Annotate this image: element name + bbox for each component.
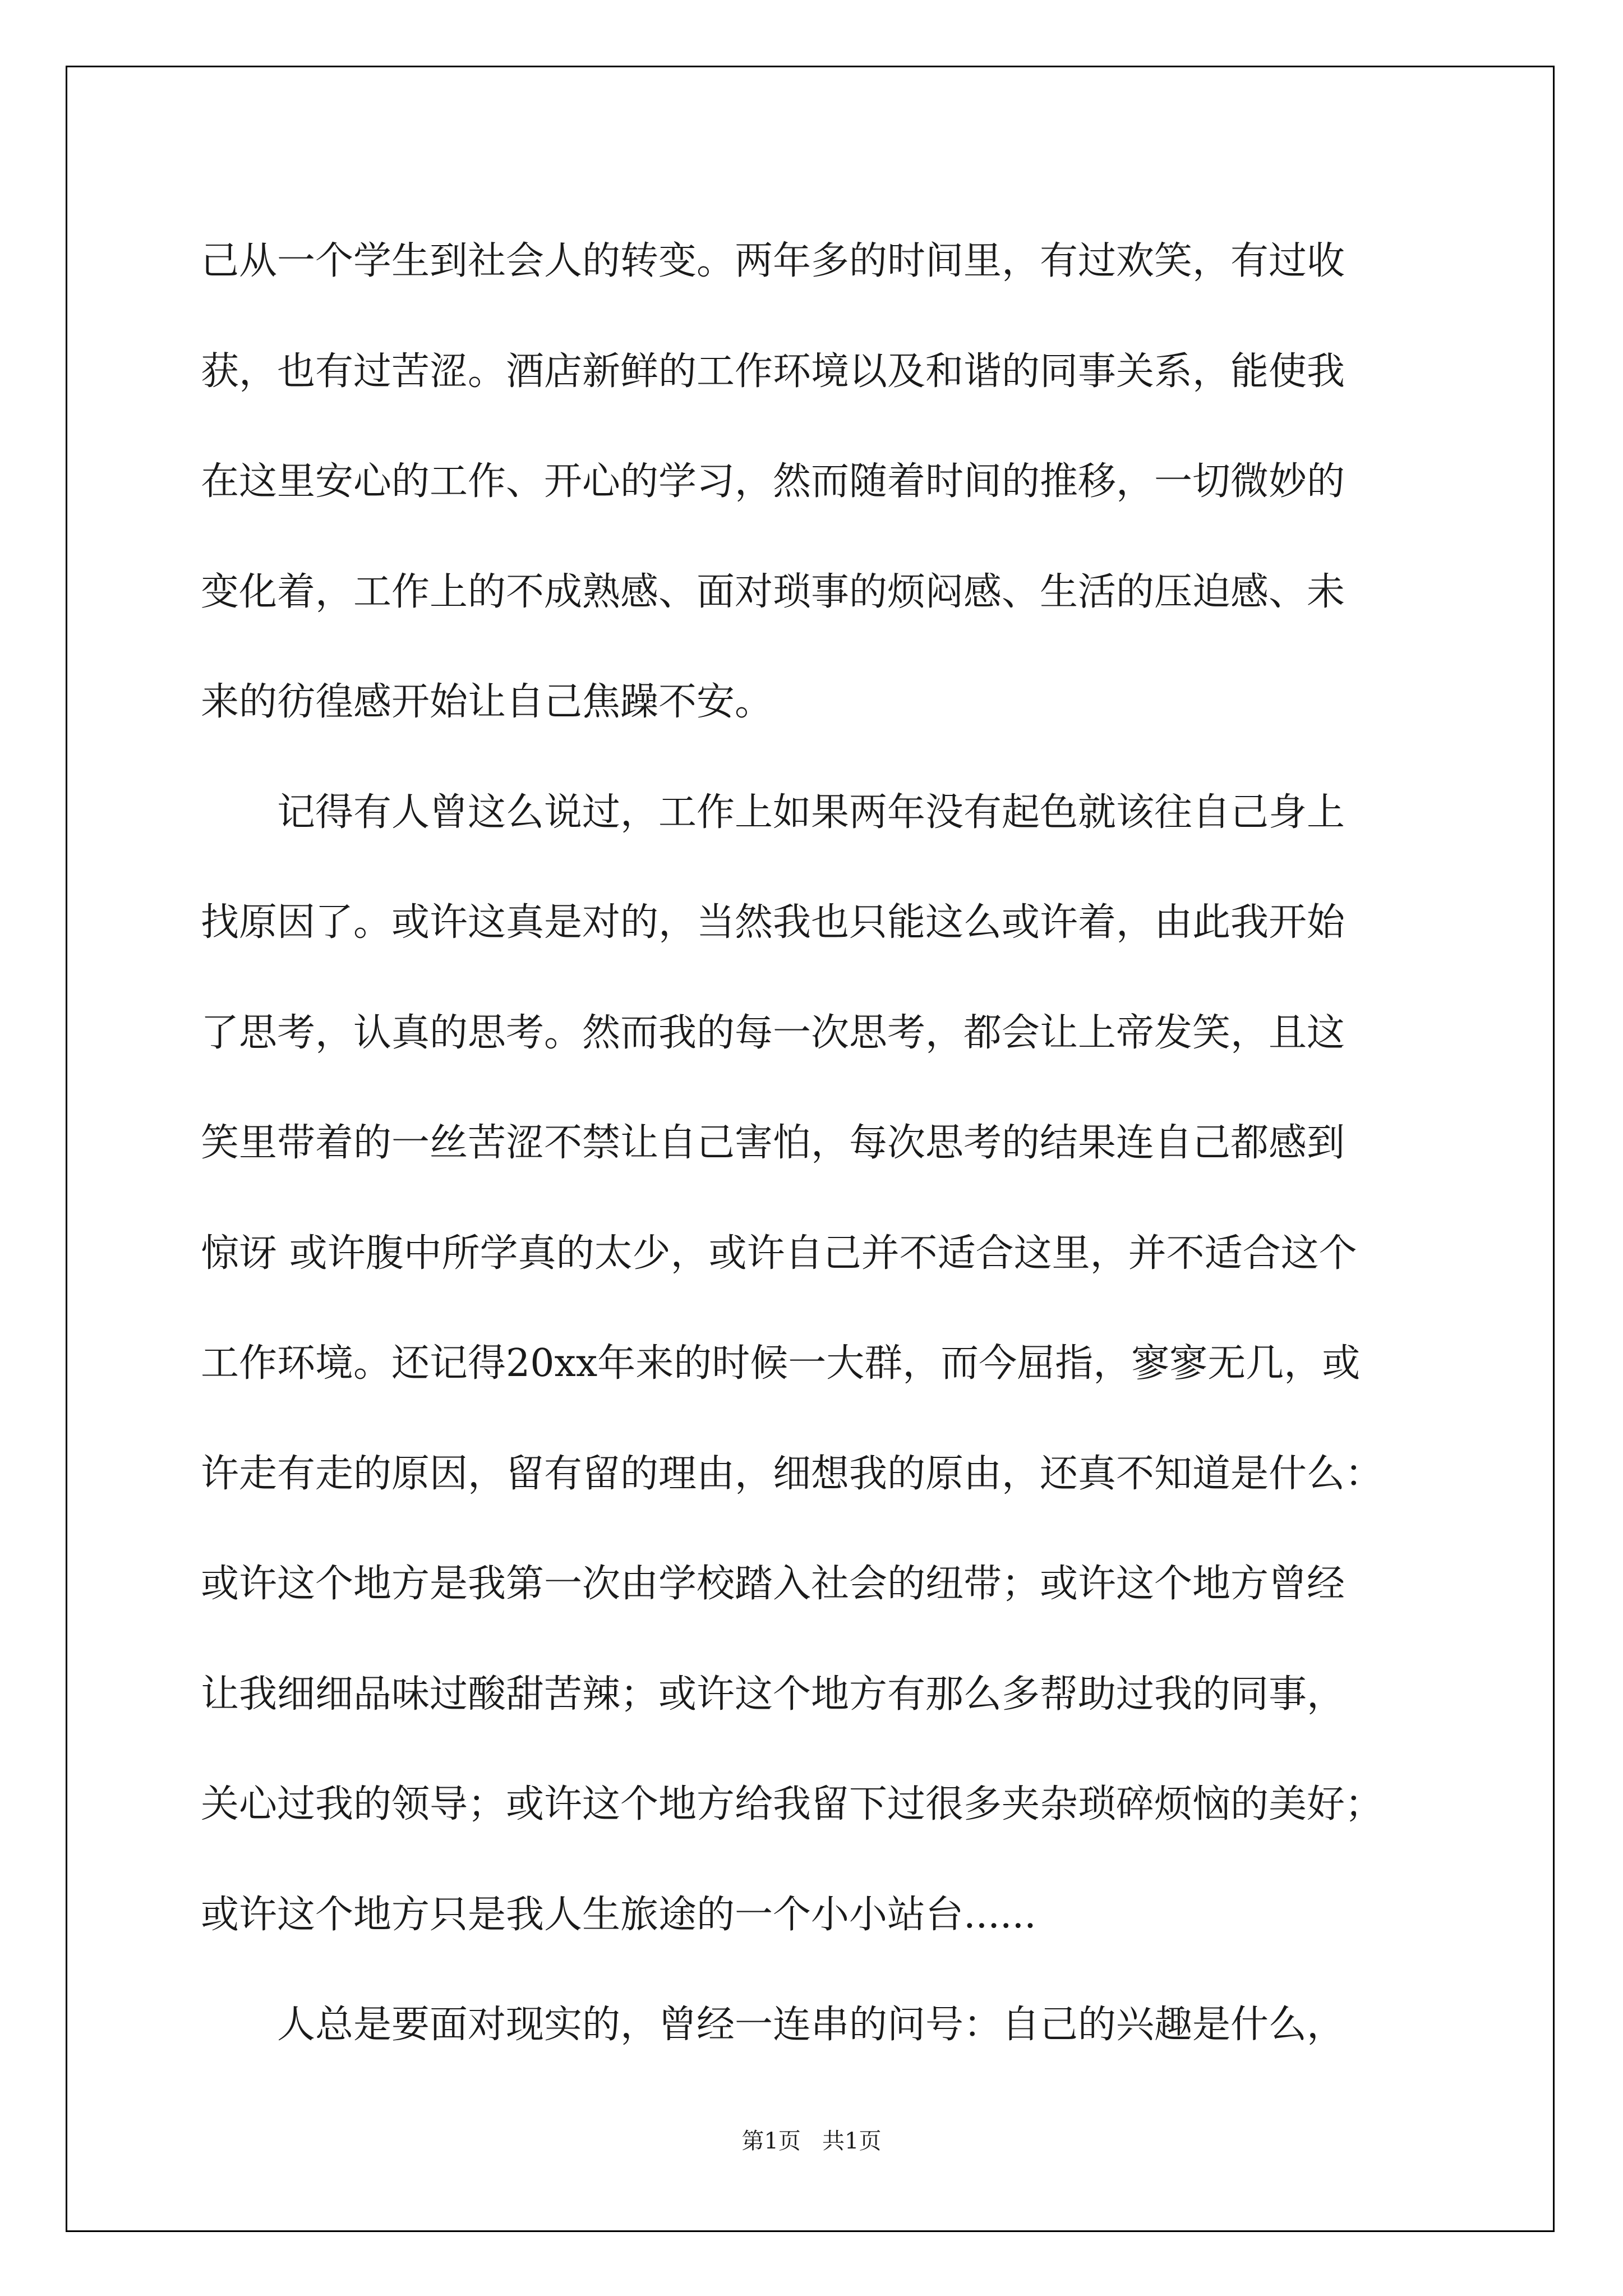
- text-line: 惊讶 或许腹中所学真的太少，或许自己并不适合这里，并不适合这个: [201, 1231, 1357, 1276]
- text-line: 己从一个学生到社会人的转变。两年多的时间里，有过欢笑，有过收: [201, 239, 1345, 283]
- text-line: 变化着，工作上的不成熟感、面对琐事的烦闷感、生活的压迫感、未: [201, 569, 1345, 614]
- text-line: 了思考，认真的思考。然而我的每一次思考，都会让上帝发笑，且这: [201, 1010, 1345, 1055]
- text-line: 许走有走的原因，留有留的理由，细想我的原由，还真不知道是什么：: [201, 1451, 1384, 1496]
- document-body: [201, 206, 1423, 2081]
- text-line: 找原因了。或许这真是对的，当然我也只能这么或许着，由此我开始: [201, 900, 1345, 945]
- page-number-footer: 第1页 共1页: [741, 2128, 882, 2154]
- body-paragraphs: [201, 206, 1423, 2081]
- text-line: 获，也有过苦涩。酒店新鲜的工作环境以及和谐的同事关系，能使我: [201, 349, 1345, 394]
- text-line: 来的彷徨感开始让自己焦躁不安。: [201, 680, 773, 724]
- text-line: 记得有人曾这么说过，工作上如果两年没有起色就该往自己身上: [277, 790, 1345, 835]
- text-line: 在这里安心的工作、开心的学习，然而随着时间的推移，一切微妙的: [201, 459, 1345, 504]
- text-line: 让我细细品味过酸甜苦辣；或许这个地方有那么多帮助过我的同事，: [201, 1672, 1345, 1717]
- text-line: 或许这个地方只是我人生旅途的一个小小站台......: [201, 1892, 1036, 1937]
- text-line: 或许这个地方是我第一次由学校踏入社会的纽带；或许这个地方曾经: [201, 1562, 1345, 1606]
- text-line: 人总是要面对现实的，曾经一连串的问号：自己的兴趣是什么，: [277, 2003, 1345, 2047]
- text-line: 关心过我的领导；或许这个地方给我留下过很多夹杂琐碎烦恼的美好；: [201, 1782, 1384, 1826]
- text-line: 工作环境。还记得20xx年来的时候一大群，而今屈指，寥寥无几，或: [201, 1341, 1361, 1386]
- text-line: 笑里带着的一丝苦涩不禁让自己害怕，每次思考的结果连自己都感到: [201, 1121, 1345, 1165]
